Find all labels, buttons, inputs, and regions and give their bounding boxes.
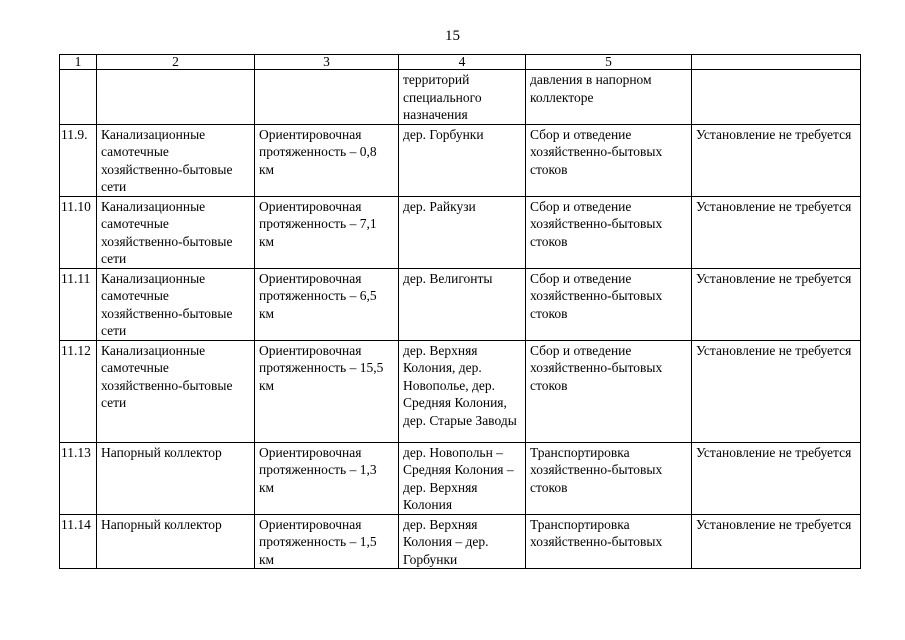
table-row — [60, 268, 861, 340]
network-type-cell: Канализационные самотечные хозяйственно-бытовые сети — [97, 340, 255, 442]
purpose-cell: Сбор и отведение хозяйственно-бытовых стоков — [526, 124, 692, 196]
zone-status-cell: Установление не требуется — [692, 124, 861, 196]
location-cell: дер. Верхняя Колония, дер. Новополье, дер. Средняя Колония, дер. Старые Заводы — [399, 340, 526, 442]
location-cell: дер. Новопольн – Средняя Колония – дер. Верхняя Колония — [399, 442, 526, 514]
length-cell: Ориентировочная протяженность – 6,5 км — [255, 268, 399, 340]
row-number-cell: 11.12 — [60, 340, 97, 442]
zone-status-cell — [692, 70, 861, 125]
table-row — [60, 442, 861, 514]
length-cell: Ориентировочная протяженность – 1,5 км — [255, 514, 399, 569]
length-cell: Ориентировочная протяженность – 7,1 км — [255, 196, 399, 268]
location-cell: территорий специального назначения — [399, 70, 526, 125]
header-cell: 3 — [255, 55, 399, 70]
row-number-cell: 11.10 — [60, 196, 97, 268]
table-row — [60, 70, 861, 125]
zone-status-cell: Установление не требуется — [692, 442, 861, 514]
network-type-cell — [97, 70, 255, 125]
row-number-cell: 11.13 — [60, 442, 97, 514]
row-number-cell — [60, 70, 97, 125]
table-row — [60, 514, 861, 569]
network-type-cell: Напорный коллектор — [97, 514, 255, 569]
header-cell — [692, 55, 861, 70]
header-cell: 2 — [97, 55, 255, 70]
header-cell: 5 — [526, 55, 692, 70]
page-number: 15 — [445, 28, 460, 44]
length-cell: Ориентировочная протяженность – 15,5 км — [255, 340, 399, 442]
table-row — [60, 124, 861, 196]
network-type-cell: Канализационные самотечные хозяйственно-бытовые сети — [97, 196, 255, 268]
length-cell: Ориентировочная протяженность – 0,8 км — [255, 124, 399, 196]
network-type-cell: Канализационные самотечные хозяйственно-бытовые сети — [97, 124, 255, 196]
table-row — [60, 196, 861, 268]
length-cell — [255, 70, 399, 125]
purpose-cell: Сбор и отведение хозяйственно-бытовых стоков — [526, 268, 692, 340]
zone-status-cell: Установление не требуется — [692, 340, 861, 442]
zone-status-cell: Установление не требуется — [692, 268, 861, 340]
network-type-cell: Напорный коллектор — [97, 442, 255, 514]
purpose-cell: Транспортировка хозяйственно-бытовых — [526, 514, 692, 569]
location-cell: дер. Райкузи — [399, 196, 526, 268]
purpose-cell: Сбор и отведение хозяйственно-бытовых стоков — [526, 340, 692, 442]
location-cell: дер. Верхняя Колония – дер. Горбунки — [399, 514, 526, 569]
row-number-cell: 11.11 — [60, 268, 97, 340]
zone-status-cell: Установление не требуется — [692, 196, 861, 268]
header-cell: 4 — [399, 55, 526, 70]
row-number-cell: 11.9. — [60, 124, 97, 196]
network-type-cell: Канализационные самотечные хозяйственно-бытовые сети — [97, 268, 255, 340]
document-table — [59, 54, 861, 569]
purpose-cell: давления в напорном коллекторе — [526, 70, 692, 125]
location-cell: дер. Горбунки — [399, 124, 526, 196]
table-header-row — [60, 55, 861, 70]
location-cell: дер. Велигонты — [399, 268, 526, 340]
purpose-cell: Транспортировка хозяйственно-бытовых стоков — [526, 442, 692, 514]
length-cell: Ориентировочная протяженность – 1,3 км — [255, 442, 399, 514]
row-number-cell: 11.14 — [60, 514, 97, 569]
header-cell: 1 — [60, 55, 97, 70]
purpose-cell: Сбор и отведение хозяйственно-бытовых стоков — [526, 196, 692, 268]
table-row — [60, 340, 861, 442]
zone-status-cell: Установление не требуется — [692, 514, 861, 569]
